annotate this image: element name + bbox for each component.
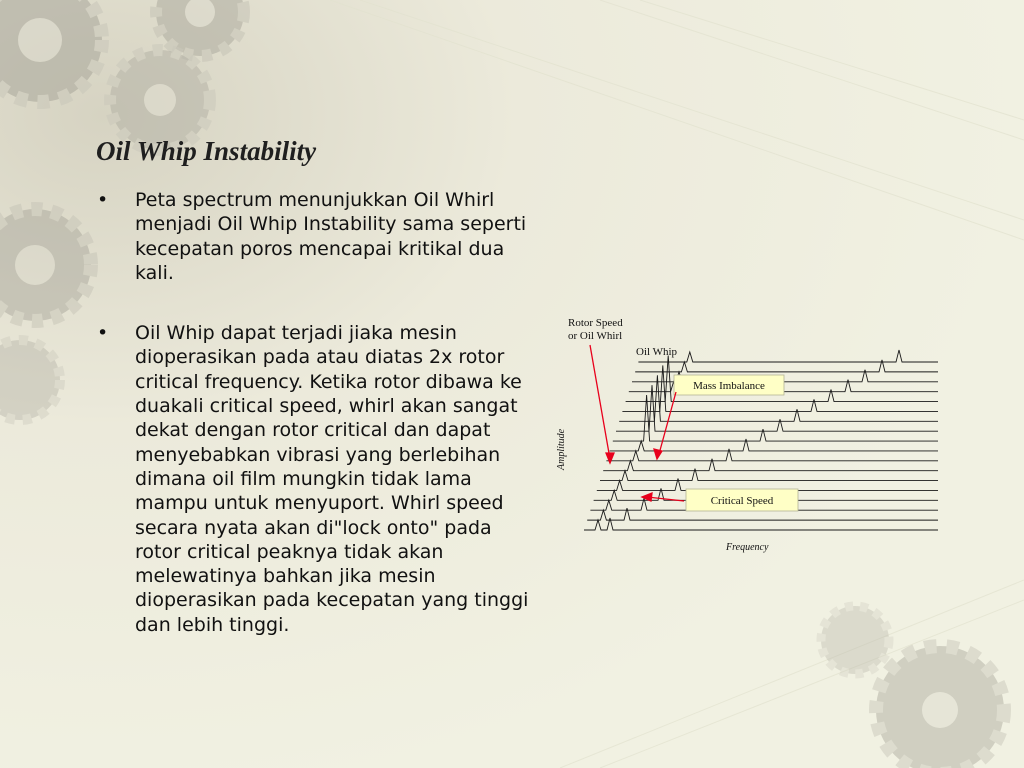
gear-icon xyxy=(821,606,889,674)
slide-title: Oil Whip Instability xyxy=(96,136,317,166)
gear-icon xyxy=(0,209,91,321)
gear-icon xyxy=(0,0,102,102)
bullet-item: • Oil Whip dapat terjadi jiaka mesin dioperasikan pada atau diatas 2x rotor critical frequency. Ketika rotor dibawa ke duakali critical speed, whirl akan sangat dekat dengan rotor critical dan dapat menyebabkan vibrasi yang berlebihan dimana oil film mungkin tidak lama mampu untuk menyuport. Whirl speed secara nyata akan di"lock onto" pada rotor critical peaknya tidak akan melewatinya bahkan jika mesin dioperasikan pada kecepatan yang tinggi dan lebih tinggi. xyxy=(97,321,542,637)
spectrum-trace xyxy=(638,350,938,362)
label-mass-imbalance: Mass Imbalance xyxy=(693,380,765,392)
bullet-item: • Peta spectrum menunjukkan Oil Whirl menjadi Oil Whip Instability sama seperti kecepatan poros mencapai kritikal dua kali. xyxy=(97,188,542,285)
spectrum-waterfall-figure xyxy=(548,312,948,558)
label-rotor-speed: Rotor Speed xyxy=(568,317,623,329)
callout-arrows xyxy=(590,345,684,501)
label-oil-whip: Oil Whip xyxy=(636,346,678,358)
gear-icon xyxy=(876,646,1004,768)
gear-icon xyxy=(110,50,210,150)
label-oil-whirl: or Oil Whirl xyxy=(568,330,623,342)
label-critical-speed: Critical Speed xyxy=(710,495,774,507)
axis-label-amplitude: Amplitude xyxy=(556,428,567,470)
axis-label-frequency: Frequency xyxy=(726,542,769,553)
bullet-list xyxy=(97,188,542,637)
